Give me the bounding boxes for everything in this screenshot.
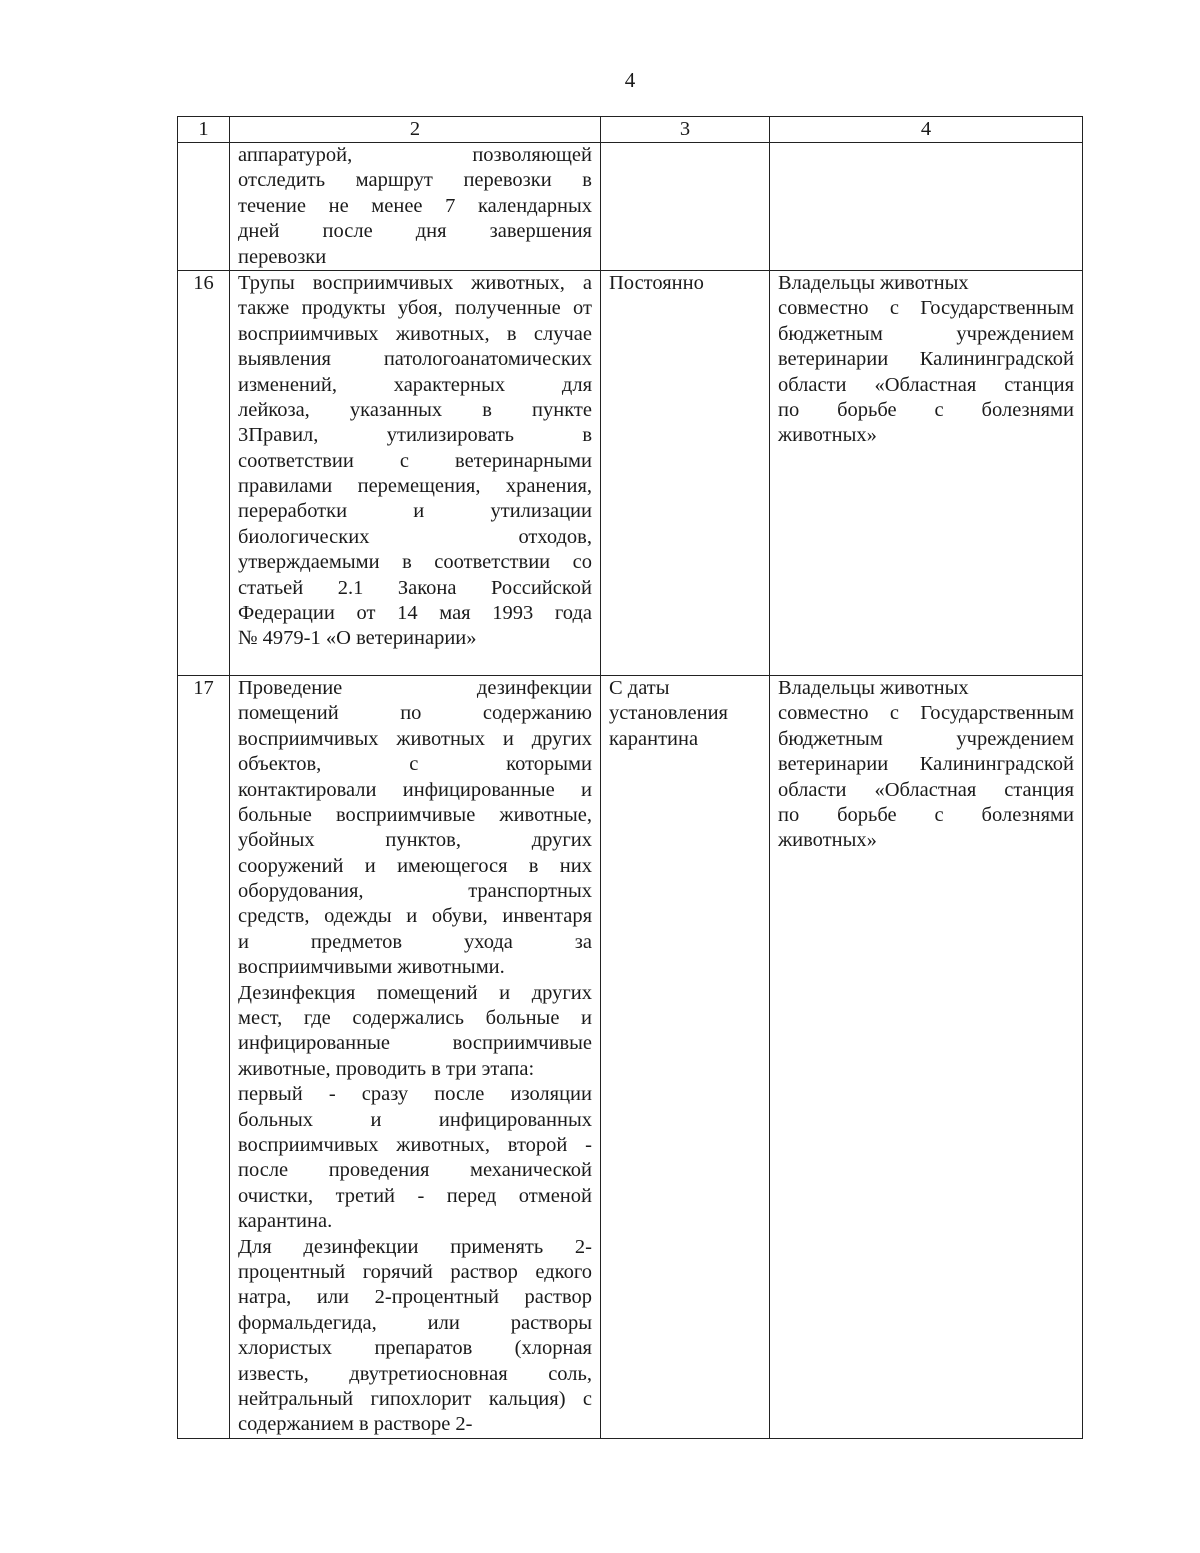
page-number: 4 [624, 68, 636, 92]
measures-table [177, 116, 1083, 1439]
table-row [178, 675, 1083, 1438]
text-line: помещений по содержанию [238, 702, 592, 725]
text-line: Проведение дезинфекции [238, 676, 592, 699]
text-line: Для дезинфекции применять 2- [238, 1235, 592, 1258]
measure-text [238, 271, 592, 652]
column-header-2: 2 [230, 117, 601, 143]
text-line: выявления патологоанатомических [238, 348, 592, 371]
measure-cell [230, 270, 601, 675]
text-line: переработки и утилизации [238, 500, 592, 523]
text-line: убойных пунктов, других [238, 829, 592, 852]
text-line: № 4979-1 «О ветеринарии» [238, 627, 477, 650]
column-header-1: 1 [178, 117, 230, 143]
text-line: животные, проводить в три этапа: [238, 1057, 535, 1080]
text-line: утверждаемыми в соответствии со [238, 551, 592, 574]
text-line: ветеринарии Калининградской [778, 753, 1074, 776]
text-line: изменений, характерных для [238, 373, 592, 396]
text-line: соответствии с ветеринарными [238, 449, 592, 472]
measure-cell [230, 675, 601, 1438]
text-line: и предметов ухода за [238, 930, 592, 953]
text-line: С даты [609, 676, 670, 699]
text-line: также продукты убоя, полученные от [238, 297, 592, 320]
text-line: по борьбе с болезнями [778, 398, 1074, 421]
text-line: правилами перемещения, хранения, [238, 475, 592, 498]
text-line: области «Областная станция [778, 373, 1074, 396]
text-line: больных и инфицированных [238, 1108, 592, 1131]
text-line: известь, двутретиосновная соль, [238, 1362, 592, 1385]
text-line: мест, где содержались больные и [238, 1007, 592, 1030]
text-line: оборудования, транспортных [238, 880, 592, 903]
text-line: больные восприимчивые животные, [238, 803, 592, 826]
term-text [609, 271, 761, 296]
text-line: совместно с Государственным [778, 297, 1074, 320]
text-line: совместно с Государственным [778, 702, 1074, 725]
text-line: содержанием в растворе 2- [238, 1413, 473, 1436]
table-row [178, 143, 1083, 271]
measure-text [238, 676, 592, 1438]
row-number [178, 143, 230, 271]
responsible-cell [770, 270, 1083, 675]
text-line: очистки, третий - перед отменой [238, 1184, 592, 1207]
term-cell [601, 270, 770, 675]
row-number: 17 [178, 675, 230, 1438]
text-line: карантина. [238, 1210, 333, 1233]
text-line: Дезинфекция помещений и других [238, 981, 592, 1004]
text-line: Владельцы животных [778, 676, 969, 699]
text-line: ветеринарии Калининградской [778, 348, 1074, 371]
text-line: натра, или 2-процентный раствор [238, 1286, 592, 1309]
text-line: области «Областная станция [778, 778, 1074, 801]
responsible-cell [770, 675, 1083, 1438]
text-line: контактировали инфицированные и [238, 778, 592, 801]
text-line: 3Правил, утилизировать в [238, 424, 592, 447]
text-line: установления [609, 702, 728, 725]
text-line: объектов, с которыми [238, 753, 592, 776]
table-header-row [178, 117, 1083, 143]
text-line: восприимчивых животных и других [238, 727, 592, 750]
text-line: течение не менее 7 календарных [238, 194, 592, 217]
text-line: Федерации от 14 мая 1993 года [238, 602, 592, 625]
text-line: лейкоза, указанных в пункте [238, 398, 592, 421]
text-line: бюджетным учреждением [778, 322, 1074, 345]
term-cell [601, 143, 770, 271]
text-line: нейтральный гипохлорит кальция) с [238, 1387, 592, 1410]
text-line: аппаратурой, позволяющей [238, 144, 592, 166]
text-line: средств, одежды и обуви, инвентаря [238, 905, 592, 928]
text-line: животных» [778, 424, 877, 447]
responsible-text [778, 271, 1074, 449]
text-line: восприимчивыми животными. [238, 956, 505, 979]
text-line: формальдегида, или растворы [238, 1311, 592, 1334]
text-line: после проведения механической [238, 1159, 592, 1182]
text-line: карантина [609, 727, 699, 750]
text-line: Владельцы животных [778, 271, 969, 294]
text-line: статьей 2.1 Закона Российской [238, 576, 592, 599]
text-line: сооружений и имеющегося в них [238, 854, 592, 877]
text-line: процентный горячий раствор едкого [238, 1260, 592, 1283]
column-header-4: 4 [770, 117, 1083, 143]
term-cell [601, 675, 770, 1438]
text-line: дней после дня завершения [238, 220, 592, 243]
text-line: по борьбе с болезнями [778, 803, 1074, 826]
text-line: биологических отходов, [238, 525, 592, 548]
text-line: инфицированные восприимчивые [238, 1032, 592, 1055]
text-line: перевозки [238, 245, 327, 268]
measure-text [238, 143, 592, 270]
text-line: Трупы восприимчивых животных, а [238, 271, 592, 294]
text-line: бюджетным учреждением [778, 727, 1074, 750]
text-line: хлористых препаратов (хлорная [238, 1337, 592, 1360]
responsible-text [778, 676, 1074, 854]
measure-cell [230, 143, 601, 271]
table-row [178, 270, 1083, 675]
text-line: восприимчивых животных, второй - [238, 1133, 592, 1156]
text-line: первый - сразу после изоляции [238, 1083, 592, 1106]
text-line: отследить маршрут перевозки в [238, 169, 592, 192]
row-number: 16 [178, 270, 230, 675]
responsible-cell [770, 143, 1083, 271]
text-line: восприимчивых животных, в случае [238, 322, 592, 345]
term-text [609, 676, 761, 752]
column-header-3: 3 [601, 117, 770, 143]
text-line: Постоянно [609, 271, 704, 294]
text-line: животных» [778, 829, 877, 852]
